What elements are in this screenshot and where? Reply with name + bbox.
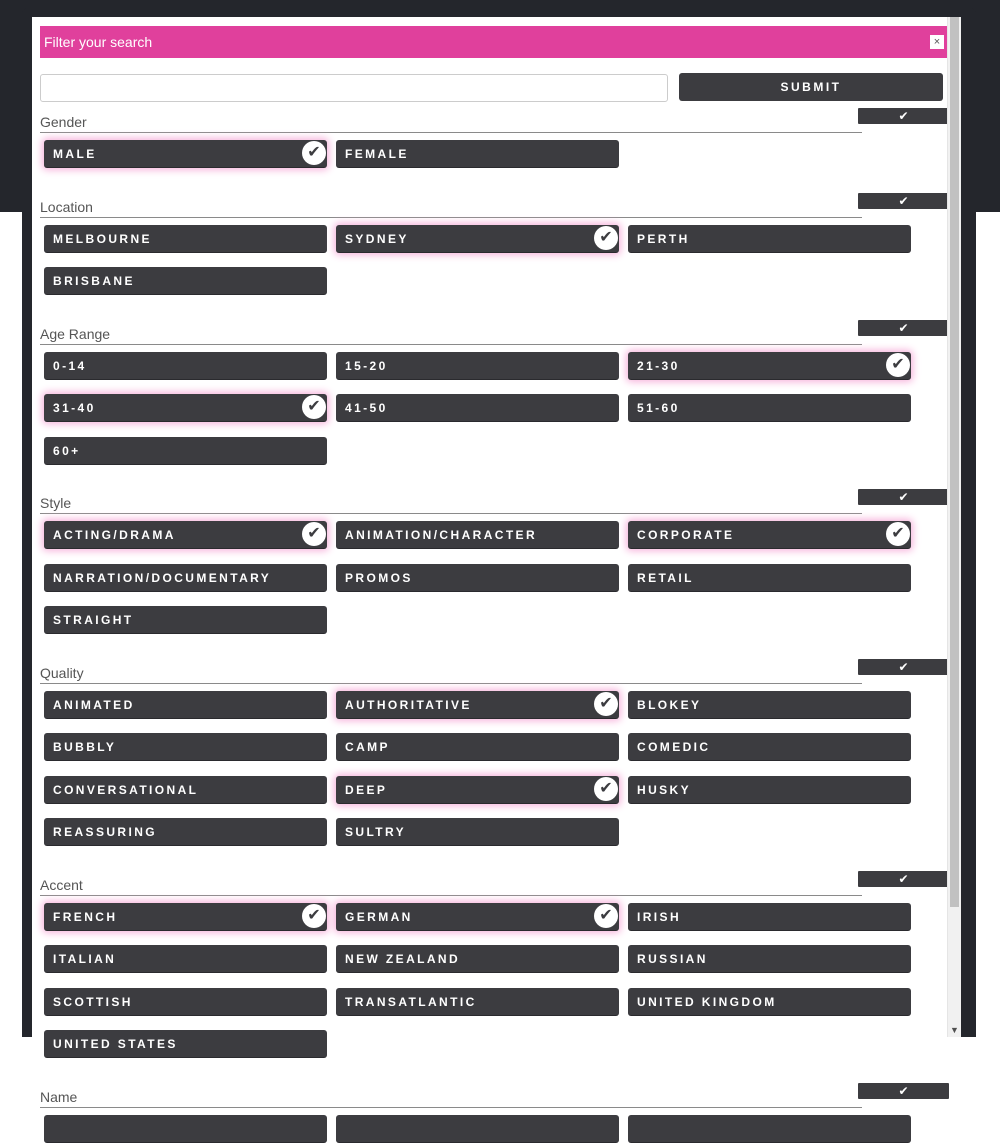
selected-check-icon: ✔ <box>302 395 326 419</box>
select-all-button[interactable] <box>858 659 949 675</box>
select-all-button[interactable] <box>858 193 949 209</box>
option-button[interactable] <box>336 564 619 592</box>
option-button[interactable] <box>336 776 619 804</box>
filter-modal <box>32 17 961 1105</box>
option-button[interactable] <box>44 691 327 719</box>
option-button[interactable] <box>336 945 619 973</box>
filter-section-quality <box>40 659 952 839</box>
option-label: 41-50 <box>345 401 388 415</box>
section-header <box>40 193 952 219</box>
selected-check-icon: ✔ <box>594 904 618 928</box>
scroll-down-icon[interactable]: ▼ <box>950 1025 959 1035</box>
option-button[interactable] <box>336 140 619 168</box>
option-label: BUBBLY <box>53 740 117 754</box>
option-label: ITALIAN <box>53 952 117 966</box>
option-button[interactable] <box>628 945 911 973</box>
option-label: CONVERSATIONAL <box>53 782 199 797</box>
filter-section-accent <box>40 871 952 1051</box>
option-button[interactable] <box>44 437 327 465</box>
modal-title: Filter your search <box>44 34 153 50</box>
option-label: DEEP <box>345 782 388 797</box>
section-header <box>40 320 952 346</box>
option-label: 21-30 <box>637 358 680 373</box>
option-button[interactable] <box>336 818 619 846</box>
option-label: 31-40 <box>53 401 96 415</box>
section-header <box>40 489 952 515</box>
option-label: CORPORATE <box>637 528 735 542</box>
option-button[interactable] <box>336 988 619 1016</box>
check-icon: ✔ <box>898 109 909 123</box>
option-button[interactable] <box>336 1115 619 1143</box>
option-label: RETAIL <box>637 570 694 585</box>
check-icon: ✔ <box>898 871 909 886</box>
option-label: NARRATION/DOCUMENTARY <box>53 570 272 585</box>
section-label: Name <box>40 1088 78 1105</box>
selected-check-icon: ✔ <box>594 777 618 801</box>
option-button[interactable] <box>628 1115 911 1143</box>
option-label: BRISBANE <box>53 274 135 288</box>
select-all-button[interactable] <box>858 489 949 505</box>
check-icon: ✔ <box>898 490 909 504</box>
selected-check-icon: ✔ <box>594 226 618 250</box>
section-label: Age Range <box>40 325 111 342</box>
option-button[interactable] <box>44 521 327 549</box>
option-button[interactable] <box>628 564 911 592</box>
option-button[interactable] <box>44 564 327 592</box>
section-divider <box>40 344 862 345</box>
option-button[interactable] <box>44 945 327 973</box>
selected-check-icon: ✔ <box>886 522 910 546</box>
option-label: STRAIGHT <box>53 613 134 627</box>
filter-section-style <box>40 489 952 627</box>
section-divider <box>40 1107 862 1108</box>
option-label: FRENCH <box>53 909 118 924</box>
option-label: NEW ZEALAND <box>345 952 461 966</box>
section-header <box>40 108 952 134</box>
section-label: Gender <box>40 114 87 130</box>
section-divider <box>40 895 862 896</box>
option-button[interactable] <box>44 733 327 761</box>
select-all-button[interactable] <box>858 1083 949 1099</box>
option-label: FEMALE <box>345 147 409 161</box>
check-icon: ✔ <box>898 659 909 674</box>
option-button[interactable] <box>44 988 327 1016</box>
modal-titlebar <box>40 26 952 58</box>
option-label: CAMP <box>345 740 390 754</box>
select-all-button[interactable] <box>858 108 949 124</box>
select-all-button[interactable] <box>858 871 949 887</box>
filter-section-age-range <box>40 320 952 458</box>
selected-check-icon: ✔ <box>594 692 618 716</box>
search-input[interactable] <box>40 74 668 102</box>
close-icon[interactable]: × <box>930 35 944 49</box>
option-label: ACTING/DRAMA <box>53 528 176 542</box>
option-label: BLOKEY <box>637 697 702 712</box>
submit-button[interactable]: SUBMIT <box>679 73 943 101</box>
section-label: Accent <box>40 876 83 893</box>
option-button[interactable] <box>628 988 911 1016</box>
option-button[interactable] <box>336 691 619 719</box>
option-button[interactable] <box>336 903 619 931</box>
option-label: 0-14 <box>53 358 87 373</box>
section-divider <box>40 132 862 133</box>
option-label: GERMAN <box>345 909 413 924</box>
option-button[interactable] <box>44 818 327 846</box>
option-button[interactable] <box>44 1115 327 1143</box>
option-label: SCOTTISH <box>53 994 133 1009</box>
option-button[interactable] <box>44 606 327 634</box>
option-label: TRANSATLANTIC <box>345 994 477 1009</box>
option-label: ANIMATION/CHARACTER <box>345 528 538 542</box>
option-button[interactable] <box>336 394 619 422</box>
filter-section-gender <box>40 108 952 161</box>
option-button[interactable] <box>44 776 327 804</box>
selected-check-icon: ✔ <box>302 904 326 928</box>
section-label: Quality <box>40 664 84 681</box>
option-label: ANIMATED <box>53 697 135 712</box>
modal-frame <box>22 8 976 1105</box>
option-button[interactable] <box>336 352 619 380</box>
option-label: PERTH <box>637 231 690 246</box>
option-button[interactable] <box>44 267 327 295</box>
option-button[interactable] <box>336 521 619 549</box>
option-label: IRISH <box>637 909 682 924</box>
option-label: RUSSIAN <box>637 952 708 966</box>
option-label: PROMOS <box>345 570 413 585</box>
option-label: REASSURING <box>53 825 158 839</box>
option-button[interactable] <box>44 394 327 422</box>
option-button[interactable] <box>44 352 327 380</box>
section-header <box>40 1083 952 1109</box>
selected-check-icon: ✔ <box>886 353 910 377</box>
scrollbar[interactable] <box>947 17 961 1037</box>
option-button[interactable] <box>336 733 619 761</box>
option-button[interactable] <box>628 352 911 380</box>
selected-check-icon: ✔ <box>302 522 326 546</box>
option-button[interactable] <box>628 691 911 719</box>
check-icon: ✔ <box>898 1083 909 1098</box>
option-button[interactable] <box>44 1030 327 1058</box>
option-label: 15-20 <box>345 358 388 373</box>
section-divider <box>40 683 862 684</box>
option-button[interactable] <box>44 225 327 253</box>
check-icon: ✔ <box>898 320 909 335</box>
option-button[interactable] <box>628 394 911 422</box>
option-label: SYDNEY <box>345 231 409 246</box>
option-button[interactable] <box>336 225 619 253</box>
select-all-button[interactable] <box>858 320 949 336</box>
option-label: AUTHORITATIVE <box>345 697 472 712</box>
section-header <box>40 659 952 685</box>
option-label: UNITED KINGDOM <box>637 994 777 1009</box>
selected-check-icon: ✔ <box>302 141 326 165</box>
filter-section-location <box>40 193 952 288</box>
option-label: MALE <box>53 147 97 161</box>
option-label: COMEDIC <box>637 740 711 754</box>
section-label: Location <box>40 198 93 215</box>
option-button[interactable] <box>44 140 327 168</box>
filter-section-name <box>40 1083 952 1109</box>
check-icon: ✔ <box>898 193 909 208</box>
option-button[interactable] <box>628 521 911 549</box>
option-label: 51-60 <box>637 401 680 415</box>
option-button[interactable] <box>628 903 911 931</box>
option-label: UNITED STATES <box>53 1037 178 1051</box>
option-label: SULTRY <box>345 825 407 839</box>
option-label: MELBOURNE <box>53 231 152 246</box>
option-label: HUSKY <box>637 782 692 797</box>
section-label: Style <box>40 495 72 511</box>
option-button[interactable] <box>628 225 911 253</box>
option-button[interactable] <box>628 776 911 804</box>
option-label: 60+ <box>53 443 81 458</box>
option-button[interactable] <box>44 903 327 931</box>
section-divider <box>40 217 862 218</box>
section-header <box>40 871 952 897</box>
option-button[interactable] <box>628 733 911 761</box>
scrollbar-thumb[interactable] <box>950 17 959 907</box>
section-divider <box>40 513 862 514</box>
